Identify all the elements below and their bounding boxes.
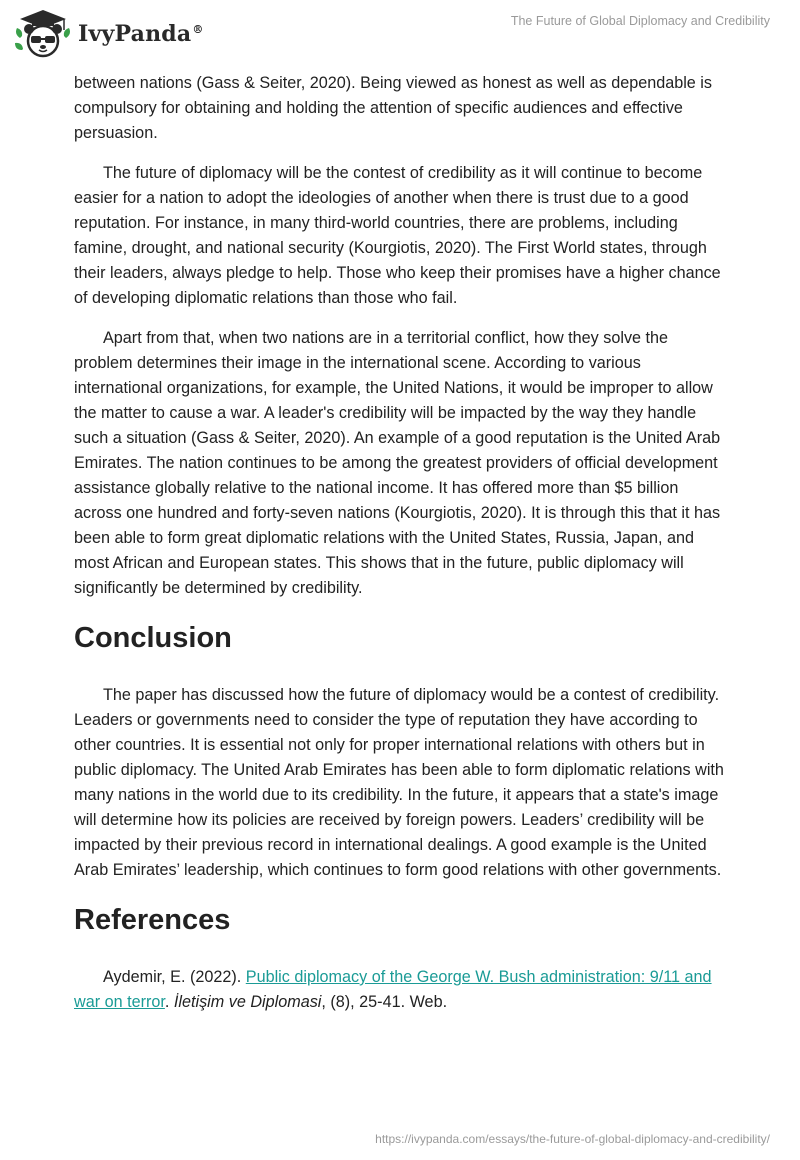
panda-graduate-icon (14, 8, 72, 60)
reference-journal: İletişim ve Diplomasi (173, 993, 322, 1011)
page-header (0, 0, 800, 70)
essay-content (74, 71, 728, 1030)
reference-punct: . (164, 993, 174, 1011)
body-paragraph-2: The future of diplomacy will be the contest of credibility as it will continue to become easier for a nation to adopt the ideologies of another when there is trust due to a good reputation. For instance, in many third-world countries, there are problems, including famine, drought, and national security (Kourgiotis, 2020). The First World states, through their leaders, always pledge to help. Those who keep their promises have a higher chance of developing diplomatic relations than those who fail. (74, 164, 721, 307)
body-paragraph-1: between nations (Gass & Seiter, 2020). Being viewed as honest as well as dependable is compulsory for obtaining and holding the attention of specific audiences and effective persuasion. (74, 74, 712, 142)
ivypanda-logo[interactable] (14, 8, 204, 60)
document-title: The Future of Global Diplomacy and Credibility (510, 14, 770, 28)
reference-details: , (8), 25-41. Web. (321, 993, 448, 1011)
references-heading: References (74, 904, 231, 936)
source-url[interactable]: https://ivypanda.com/essays/the-future-of-global-diplomacy-and-credibility/ (375, 1132, 770, 1146)
reference-title-link[interactable]: Public diplomacy of the George W. Bush administration: 9/11 and war on terror (74, 968, 712, 1011)
body-paragraph-3: Apart from that, when two nations are in a territorial conflict, how they solve the problem determines their image in the international scene. According to various international organizations, for example, the United Nations, it would be improper to allow the matter to cause a war. A leader's credibility will be impacted by the way they handle such a situation (Gass & Seiter, 2020). An example of a good reputation is the United Arab Emirates. The nation continues to be among the greatest providers of official development assistance globally relative to the national income. It has offered more than $5 billion across one hundred and forty-seven nations (Kourgiotis, 2020). It is through this that it has been able to form great diplomatic relations with the United States, Russia, Japan, and most African and European states. This shows that in the future, public diplomacy will significantly be determined by credibility. (74, 329, 721, 597)
reference-entry (74, 965, 728, 1015)
conclusion-paragraph: The paper has discussed how the future of diplomacy would be a contest of credibility. Leaders or governments need to consider the type of reputation they have according to other countries. It is essential not only for proper international relations with others but in public diplomacy. The United Arab Emirates has been able to form diplomatic relations with many nations in the world due to its credibility. In the future, it appears that a state's image will determine how its policies are received by foreign powers. Leaders’ credibility will be impacted by their previous record in international dealings. A good example is the United Arab Emirates’ leadership, which continues to form good relations with other governments. (74, 686, 724, 879)
reference-author: Aydemir, E. (2022). (103, 968, 246, 986)
brand-name: IvyPanda® (78, 21, 204, 47)
conclusion-heading: Conclusion (74, 622, 232, 654)
